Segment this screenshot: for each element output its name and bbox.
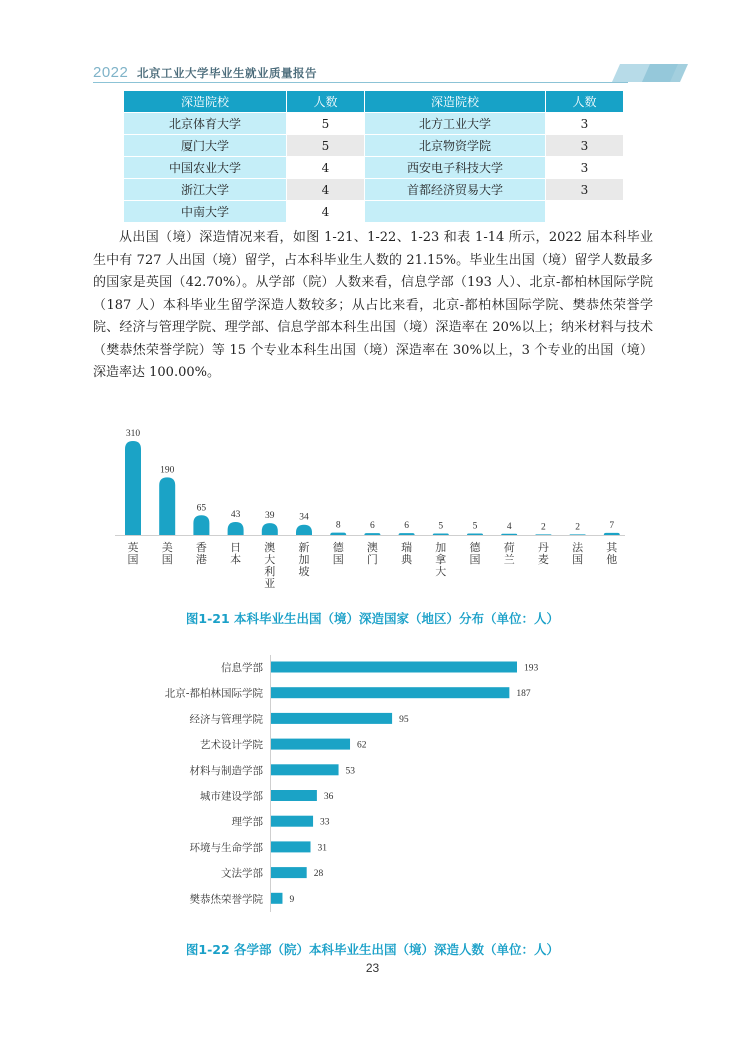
category-label: 日 bbox=[230, 541, 242, 554]
category-label: 加 bbox=[435, 541, 447, 554]
category-label: 澳 bbox=[366, 541, 378, 554]
table-cell: 3 bbox=[546, 179, 624, 201]
category-label: 大 bbox=[264, 553, 276, 566]
data-label: 7 bbox=[609, 520, 615, 531]
data-label: 33 bbox=[320, 817, 330, 828]
category-label: 信息学部 bbox=[221, 662, 263, 674]
table-cell: 北京体育大学 bbox=[124, 113, 287, 135]
category-label: 法 bbox=[572, 541, 584, 554]
bar bbox=[271, 713, 392, 724]
data-label: 190 bbox=[160, 465, 175, 476]
data-label: 36 bbox=[323, 792, 334, 802]
table-cell: 4 bbox=[287, 157, 365, 179]
data-label: 43 bbox=[230, 509, 241, 520]
data-label: 2 bbox=[541, 522, 546, 533]
table-cell: 北方工业大学 bbox=[365, 113, 546, 135]
data-label: 8 bbox=[335, 520, 341, 531]
category-label: 理学部 bbox=[231, 816, 263, 829]
category-label: 大 bbox=[435, 565, 447, 578]
data-label: 6 bbox=[404, 521, 409, 532]
category-label: 材料与制造学部 bbox=[189, 764, 263, 777]
category-label: 坡 bbox=[298, 565, 310, 578]
category-label: 他 bbox=[606, 553, 618, 566]
category-label: 美 bbox=[161, 541, 173, 554]
category-label: 北京-都柏林国际学院 bbox=[164, 687, 263, 700]
category-label: 荷 bbox=[503, 541, 515, 554]
data-label: 2 bbox=[575, 522, 580, 533]
category-label: 国 bbox=[332, 553, 344, 566]
category-label: 丹 bbox=[537, 541, 549, 554]
table-cell: 浙江大学 bbox=[124, 179, 287, 201]
category-label: 经济与管理学院 bbox=[189, 713, 263, 726]
table-cell: 4 bbox=[287, 179, 365, 201]
table-cell: 厦门大学 bbox=[124, 135, 287, 157]
data-label: 310 bbox=[125, 429, 141, 439]
table-cell: 北京物资学院 bbox=[365, 135, 546, 157]
data-label: 65 bbox=[196, 503, 207, 514]
bar bbox=[271, 739, 350, 750]
header-title: 北京工业大学毕业生就业质量报告 bbox=[137, 66, 317, 80]
category-label: 麦 bbox=[537, 553, 549, 566]
table-cell: 5 bbox=[287, 113, 365, 135]
table-header-cell: 深造院校 bbox=[365, 91, 546, 113]
category-label: 文法学部 bbox=[221, 867, 263, 880]
header-year: 2022 bbox=[93, 64, 129, 81]
table-header-cell: 人数 bbox=[287, 91, 365, 113]
bar bbox=[271, 687, 509, 698]
table-cell: 西安电子科技大学 bbox=[365, 157, 546, 179]
table-cell: 中南大学 bbox=[124, 201, 287, 223]
table-cell: 3 bbox=[546, 135, 624, 157]
category-label: 国 bbox=[469, 553, 481, 566]
paragraph-text: 从出国（境）深造情况来看，如图 1-21、1-22、1-23 和表 1-14 所示，2022 届本科毕业生中有 727 人出国（境）留学，占本科毕业生人数的 21.15%。毕业生出国（境）留学人数最多的国家是英国（42.70%）。从学部（院）人数来看，信息学部（193 人）、北京-都柏林国际学院（187 人）本科毕业生留学深造人数较多；从占比来看，北京-都柏林国际学院、樊恭烋荣誉学院、经济与管理学院、理学部、信息学部本科生出国（境）深造率在 20%以上；纳米材料与技术（樊恭烋荣誉学院）等 15 个专业本科生出国（境）深造率在 30%以上，3 个专业的出国（境）深造率达 100.00%。 bbox=[93, 230, 653, 380]
data-label: 62 bbox=[357, 740, 367, 751]
bar bbox=[271, 790, 317, 801]
bar bbox=[271, 841, 311, 852]
data-label: 5 bbox=[438, 521, 444, 532]
category-label: 环境与生命学部 bbox=[189, 841, 263, 854]
category-label: 澳 bbox=[264, 541, 276, 554]
category-label: 利 bbox=[264, 565, 276, 578]
category-label: 拿 bbox=[435, 553, 447, 566]
category-label: 国 bbox=[127, 553, 139, 566]
category-label: 城市建设学部 bbox=[200, 790, 263, 803]
data-label: 28 bbox=[313, 869, 324, 880]
category-label: 德 bbox=[469, 541, 481, 554]
table-cell: 3 bbox=[546, 157, 624, 179]
category-label: 瑞 bbox=[401, 541, 413, 554]
category-label: 典 bbox=[401, 553, 413, 566]
data-label: 39 bbox=[265, 511, 275, 522]
category-label: 本 bbox=[230, 553, 242, 566]
category-label: 香 bbox=[195, 541, 207, 554]
chart2-caption: 图1-22 各学部（院）本科毕业生出国（境）深造人数（单位：人） bbox=[185, 942, 560, 957]
category-label: 亚 bbox=[264, 577, 276, 590]
data-label: 31 bbox=[317, 843, 328, 854]
bar bbox=[271, 816, 313, 827]
data-label: 6 bbox=[370, 521, 375, 532]
category-label: 新 bbox=[298, 541, 310, 554]
data-label: 95 bbox=[399, 714, 409, 725]
data-label: 5 bbox=[472, 521, 478, 532]
category-label: 加 bbox=[298, 553, 310, 566]
table-cell: 3 bbox=[546, 113, 624, 135]
category-label: 艺术设计学院 bbox=[200, 739, 263, 752]
category-label: 英 bbox=[127, 541, 139, 554]
category-label: 德 bbox=[332, 541, 344, 554]
category-label: 港 bbox=[195, 553, 207, 566]
bar bbox=[271, 893, 282, 904]
category-label: 国 bbox=[572, 553, 584, 566]
data-label: 193 bbox=[524, 663, 539, 674]
data-label: 4 bbox=[506, 521, 512, 532]
category-label: 其 bbox=[606, 541, 618, 554]
table-cell: 4 bbox=[287, 201, 365, 223]
table-cell: 5 bbox=[287, 135, 365, 157]
category-label: 樊恭烋荣誉学院 bbox=[189, 893, 263, 906]
table-header-cell: 深造院校 bbox=[124, 91, 287, 113]
table-header-cell: 人数 bbox=[546, 91, 624, 113]
category-label: 兰 bbox=[503, 553, 515, 566]
data-label: 187 bbox=[516, 689, 531, 700]
page-number: 23 bbox=[365, 961, 380, 975]
data-label: 53 bbox=[345, 766, 356, 777]
bar bbox=[271, 662, 517, 673]
chart1-caption: 图1-21 本科毕业生出国（境）深造国家（地区）分布（单位：人） bbox=[185, 611, 560, 626]
bar bbox=[271, 764, 339, 775]
category-label: 门 bbox=[366, 553, 378, 566]
data-label: 9 bbox=[289, 894, 295, 905]
table-cell: 中国农业大学 bbox=[124, 157, 287, 179]
bar bbox=[271, 867, 307, 878]
category-label: 国 bbox=[161, 553, 173, 566]
data-label: 34 bbox=[299, 512, 309, 523]
table-cell: 首都经济贸易大学 bbox=[365, 179, 546, 201]
